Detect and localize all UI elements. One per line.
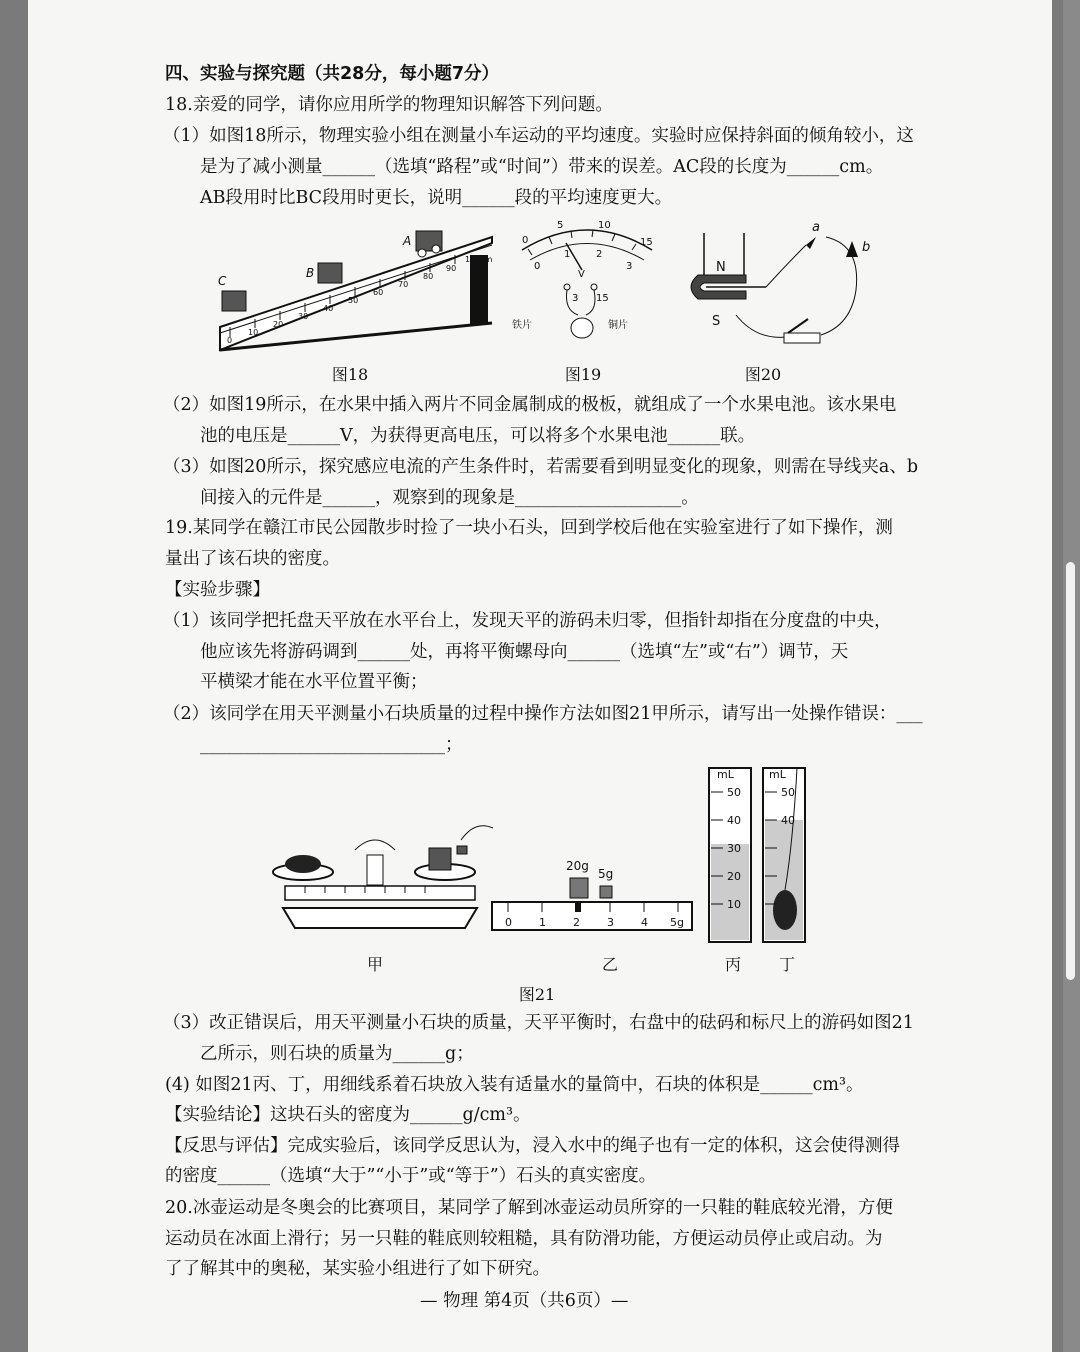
q19-step1-line2: 他应该先将游码调到______处，再将平衡螺母向______（选填“左”或“右”）调节，天 [200,642,849,662]
cart-b [318,263,342,283]
q20-line2: 运动员在冰面上滑行；另一只鞋的鞋底则较粗糙，具有防滑功能，方便运动员停止或启动。为 [165,1229,883,1249]
cylinder-unit: mL [769,768,786,781]
fig18-label-a: A [403,234,412,248]
ruler-tick: 3 [607,916,614,929]
fig19-top-scale: 15 [640,237,653,248]
fig19-copper-label: 铜片 [608,320,628,331]
fig18-caption: 图18 [331,365,369,384]
q20-line3: 了了解其中的奥秘，某实验小组进行了如下研究。 [165,1259,550,1279]
fig18-tick: 10 [248,328,259,337]
fig18-tick: 60 [373,288,384,297]
q19-step2-line1: （2）该同学在用天平测量小石块质量的过程中操作方法如图21甲所示，请写出一处操作错误：___ [163,704,923,724]
fig20-n-pole: N [716,260,726,275]
fig21-label-yi: 乙 [601,955,618,974]
stone-icon [285,855,321,873]
fig18-tick: 20 [273,320,284,329]
fig19-bottom-scale: 3 [626,261,633,272]
weight-5g-icon [600,886,612,898]
q19-step4: (4) 如图21丙、丁，用细线系着石块放入装有适量水的量筒中，石块的体积是______cm³。 [165,1075,864,1095]
figure-21-jia-balance [265,810,495,940]
q18-part2-line1: （2）如图19所示，在水果中插入两片不同金属制成的极板，就组成了一个水果电池。该水果电 [163,395,897,415]
fig19-terminal: 3 [572,293,579,304]
stone-in-water-icon [773,890,797,930]
fig19-top-scale: 5 [557,220,564,231]
figure-21-yi-weights [490,850,695,935]
scrollbar-thumb[interactable] [1066,562,1075,980]
q18-part1-line2: 是为了减小测量______（选填“路程”或“时间”）带来的误差。AC段的长度为______cm。 [200,157,884,177]
cylinder-mark: 20 [727,870,741,883]
cylinder-mark: 50 [781,786,795,799]
switch-icon [784,333,820,343]
fig20-s-pole: S [712,314,721,329]
cylinder-mark: 50 [727,786,741,799]
weight-label: 5g [598,867,614,881]
weight-icon [429,848,451,870]
section-title: 四、实验与探究题（共28分，每小题7分） [165,64,500,84]
figure-20-induction [676,215,876,350]
figure-19-fruit-battery [512,215,662,340]
fruit-icon [571,318,593,338]
figure-18-incline [200,215,500,355]
q19-step1-line1: （1）该同学把托盘天平放在水平台上，发现天平的游码未归零，但指针却指在分度盘的中央， [163,611,892,631]
fig18-tick: 100cm [465,255,493,264]
fig19-unit: V [578,269,585,280]
fig19-bottom-scale: 2 [596,249,603,260]
fig19-bottom-scale: 0 [534,261,541,272]
fig18-tick: 0 [227,336,233,345]
cylinder-mark: 40 [727,814,741,827]
q18-part3-line2: 间接入的元件是______，观察到的现象是___________________。 [200,488,699,508]
fig19-iron-label: 铁片 [512,320,532,331]
fig20-label-a: a [812,220,820,235]
weight-label: 20g [566,859,589,873]
fig21-label-bing: 丙 [724,955,741,974]
q19-step3-line1: （3）改正错误后，用天平测量小石块的质量，天平平衡时，右盘中的砝码和标尺上的游码如图21 [163,1013,914,1033]
fig18-label-b: B [306,266,315,280]
figure-21-cylinders [705,762,815,944]
fig18-tick: 70 [398,280,409,289]
fig19-terminal: 15 [596,293,609,304]
cylinder-mark: 30 [727,842,741,855]
q19-step3-line2: 乙所示，则石块的质量为______g； [200,1044,474,1064]
fig21-label-ding: 丁 [778,955,795,974]
fig19-top-scale: 0 [522,235,529,246]
q19-steps-title: 【实验步骤】 [165,580,270,600]
q18-part2-line2: 池的电压是______V，为获得更高电压，可以将多个水果电池______联。 [200,426,756,446]
q19-reflect-line2: 的密度______（选填“大于”“小于”或“等于”）石头的真实密度。 [165,1166,657,1186]
page-footer: — 物理 第4页（共6页）— [420,1291,629,1311]
q19-step1-line3: 平横梁才能在水平位置平衡； [200,672,428,692]
q19-conclusion: 【实验结论】这块石头的密度为______g/cm³。 [165,1105,531,1125]
fig18-tick: 40 [323,304,334,313]
q19-line1: 19.某同学在赣江市民公园散步时捡了一块小石头，回到学校后他在实验室进行了如下操作，测 [165,518,893,538]
ruler-tick: 4 [641,916,648,929]
fig19-bottom-scale: 1 [564,249,571,260]
ruler-tick: 5g [670,916,684,929]
ruler-tick: 2 [573,916,580,929]
weight-20g-icon [570,878,588,898]
cart-c [222,291,246,311]
q19-step2-line2: ____________________________； [200,735,463,755]
cylinder-unit: mL [717,768,734,781]
fig21-label-jia: 甲 [366,955,383,974]
fig19-top-scale: 10 [598,220,611,231]
ruler-tick: 0 [505,916,512,929]
fig19-caption: 图19 [564,365,602,384]
q18-part1-line1: （1）如图18所示，物理实验小组在测量小车运动的平均速度。实验时应保持斜面的倾角较小，这 [163,126,914,146]
q18-part3-line1: （3）如图20所示，探究感应电流的产生条件时，若需要看到明显变化的现象，则需在导线夹a、b [163,457,919,477]
q19-reflect-line1: 【反思与评估】完成实验后，该同学反思认为，浸入水中的绳子也有一定的体积，这会使得测得 [165,1136,900,1156]
fig20-caption: 图20 [744,365,782,384]
q19-line2: 量出了该石块的密度。 [165,549,340,569]
fig20-label-b: b [862,240,871,255]
fig18-label-c: C [218,274,227,288]
cylinder-mark: 40 [781,814,795,827]
cylinder-mark: 10 [727,898,741,911]
fig18-tick: 90 [446,264,457,273]
ruler-tick: 1 [539,916,546,929]
fig18-tick: 50 [348,296,359,305]
q18-intro: 18.亲爱的同学，请你应用所学的物理知识解答下列问题。 [165,95,613,115]
rider-icon [575,902,581,912]
fig18-tick: 80 [423,272,434,281]
q20-line1: 20.冰壶运动是冬奥会的比赛项目，某同学了解到冰壶运动员所穿的一只鞋的鞋底较光滑，方便 [165,1198,893,1218]
fig21-caption: 图21 [518,985,556,1004]
fig18-tick: 30 [298,312,309,321]
q18-part1-line3: AB段用时比BC段用时更长，说明______段的平均速度更大。 [200,188,673,208]
